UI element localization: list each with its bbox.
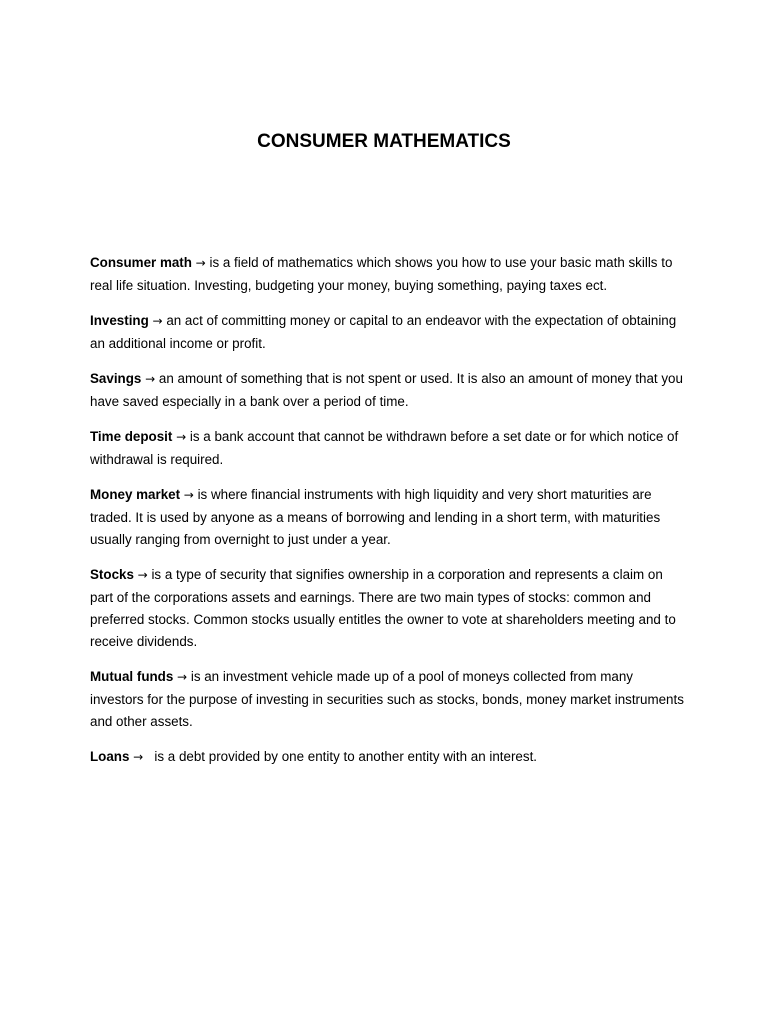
definition-term: Time deposit — [90, 429, 173, 445]
definition-text: is a type of security that signifies ownership in a corporation and represents a claim on part of the corporations assets and earnings. There are two main types of stocks: common and preferred stocks. Common stocks usually entitles the owner to vote at shareholders meeting and to receive dividends. — [90, 567, 676, 649]
definition-term: Loans — [90, 748, 130, 764]
definitions-list — [90, 252, 684, 782]
definition-term: Consumer math — [90, 255, 192, 270]
definition-entry — [90, 564, 684, 652]
definition-term: Investing — [90, 313, 149, 329]
right-arrow-icon: → — [133, 749, 144, 764]
right-arrow-icon: → — [176, 430, 187, 445]
definition-term: Stocks — [90, 567, 134, 583]
right-arrow-icon: → — [137, 568, 148, 583]
right-arrow-icon: → — [145, 372, 156, 387]
right-arrow-icon: → — [152, 314, 163, 329]
definition-text: is a bank account that cannot be withdrawn before a set date or for which notice of withdrawal is required. — [90, 429, 679, 468]
definition-entry — [90, 666, 684, 732]
definition-term: Mutual funds — [90, 668, 174, 684]
right-arrow-icon: → — [177, 669, 188, 684]
definition-text: is a debt provided by one entity to another entity with an interest. — [154, 748, 538, 764]
definition-term: Money market — [90, 487, 181, 503]
right-arrow-icon: → — [195, 256, 206, 270]
definition-text: is where financial instruments with high liquidity and very short maturities are traded. It is used by anyone as a means of borrowing and lending in a short term, with maturities usually ranging from overnight to just under a year. — [90, 487, 661, 547]
definition-term: Savings — [90, 371, 142, 387]
document-title: CONSUMER MATHEMATICS — [257, 131, 511, 152]
definition-text: is a field of mathematics which shows you how to use your basic math skills to real life situation. Investing, budgeting your money, buying something, paying taxes ect. — [90, 255, 673, 293]
definition-entry — [90, 746, 684, 769]
right-arrow-icon: → — [183, 488, 194, 503]
definition-entry — [90, 426, 684, 471]
definition-text: is an investment vehicle made up of a pool of moneys collected from many investors for the purpose of investing in securities such as stocks, bonds, money market instruments and other assets. — [90, 668, 684, 729]
definition-entry — [90, 310, 684, 355]
definition-entry — [90, 484, 684, 550]
definition-entry — [90, 252, 684, 297]
definition-entry — [90, 368, 684, 413]
definition-text: an act of committing money or capital to an endeavor with the expectation of obtaining an additional income or profit. — [90, 313, 677, 351]
definition-text: an amount of something that is not spent or used. It is also an amount of money that you have saved especially in a bank over a period of time. — [90, 371, 683, 409]
